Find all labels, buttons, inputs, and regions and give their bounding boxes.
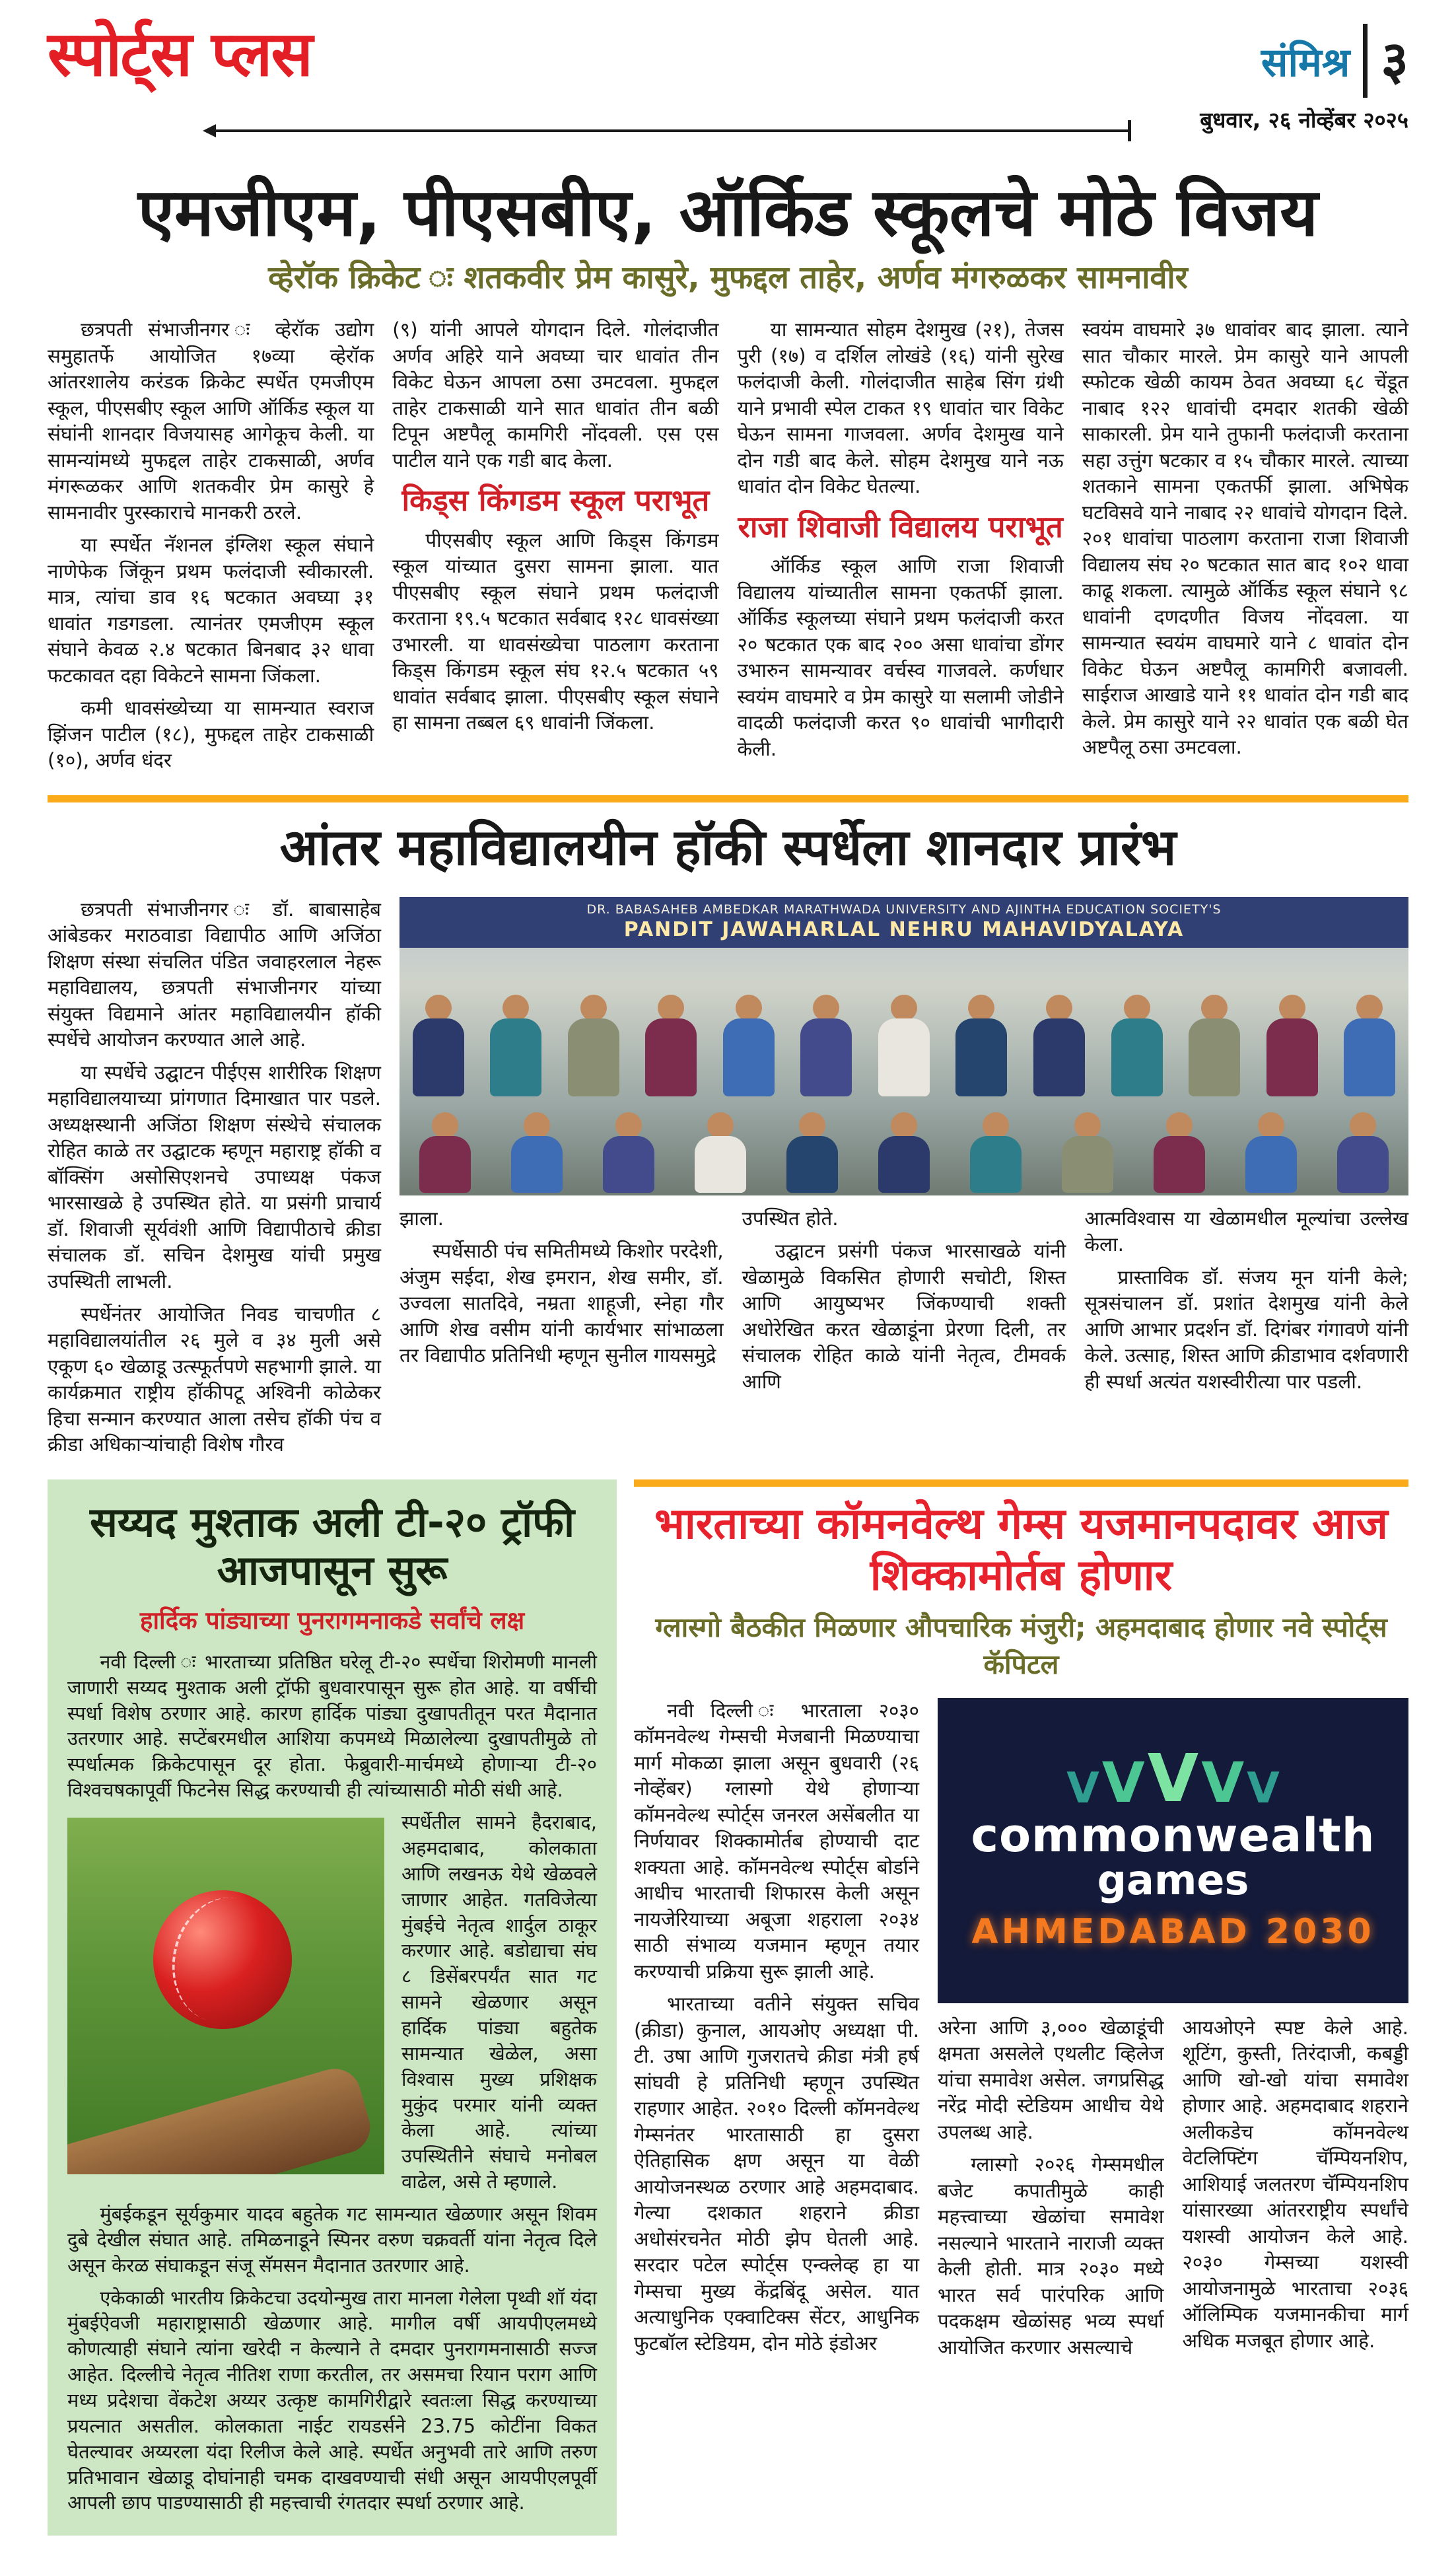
article-mushtaq-ali-box: [48, 1479, 617, 2536]
article-hockey: [48, 812, 1408, 1465]
article2-col2: [399, 1206, 724, 1402]
paragraph: मुंबईकडून सूर्यकुमार यादव बहुतेक गट सामन्यात खेळणार असून शिवम दुबे देखील संघात आहे. तमिळनाडूने स्पिनर वरुण चक्रवर्ती यांना नेतृत्व दिले असून केरळ संघाकडून संजू सॅमसन मैदानात उतरणार आहे.: [67, 2202, 597, 2277]
article1-col3: [738, 317, 1064, 781]
person-silhouette: [1189, 995, 1240, 1096]
paragraph: नवी दिल्ली ः भारताला २०३० कॉमनवेल्थ गेम्सची मेजबानी मिळण्याचा मार्ग मोकळा झाला असून बुधवारी (२६ नोव्हेंबर) ग्लास्गो येथे होणाऱ्या कॉमनवेल्थ स्पोर्ट्स जनरल असेंबलीत या निर्णयावर शिक्कामोर्तब होण्याची दाट शक्यता आहे. कॉमनवेल्थ स्पोर्ट्स बोर्डाने आधीच भारताची शिफारस केली असून नायजेरियाच्या अबूजा शहराला २०३४ साठी संभाव्य यजमान म्हणून तयार करण्याची प्रक्रिया सुरू झाली आहे.: [634, 1699, 919, 1983]
photo-banner-line2: PANDIT JAWAHARLAL NEHRU MAHAVIDYALAYA: [623, 917, 1185, 941]
commonwealth-headline: भारताच्या कॉमनवेल्थ गेम्स यजमानपदावर आज शिक्कामोर्तब होणार: [654, 1499, 1388, 1600]
paragraph: कमी धावसंख्येच्या या सामन्यात स्वराज झिंजन पाटील (१८), मुफद्दल ताहेर टाकसाळी (१०), अर्णव धंदर: [48, 697, 374, 772]
article1-col1: [48, 317, 374, 781]
person-silhouette: [1266, 995, 1318, 1096]
commonwealth-subhead: ग्लास्गो बैठकीत मिळणार औपचारिक मंजुरी; अहमदाबाद होणार नवे स्पोर्ट्स कॅपिटल: [655, 1611, 1387, 1680]
paragraph: आत्मविश्वास या खेळामधील मूल्यांचा उल्लेख केला.: [1084, 1207, 1408, 1256]
person-silhouette: [955, 995, 1007, 1096]
person-silhouette: [645, 995, 697, 1096]
date: बुधवार, २६ नोव्हेंबर २०२५: [1200, 107, 1408, 133]
person-silhouette: [511, 1112, 563, 1193]
article1-col3-subhead: राजा शिवाजी विद्यालय पराभूत: [738, 509, 1063, 544]
section-name: संमिश्र: [1261, 40, 1350, 86]
article-cricket-schools: [48, 176, 1408, 781]
person-silhouette: [413, 995, 464, 1096]
page-header: [48, 18, 1408, 162]
cricket-bat-shape: [67, 2063, 376, 2174]
cricket-ball-photo: [67, 1818, 384, 2174]
paragraph: नवी दिल्ली ः भारताच्या प्रतिष्ठित घरेलू टी-२० स्पर्धेचा शिरोमणी मानली जाणारी सय्यद मुश्ताक अली ट्रॉफी बुधवारपासून सुरू होत आहे. या वर्षीची स्पर्धा विशेष ठरणार आहे. कारण हार्दिक पांड्या दुखापतीतून परत मैदानात उतरणार आहे. सप्टेंबरमधील आशिया कपमध्ये मिळालेल्या दुखापतीमुळे तो स्पर्धात्मक क्रिकेटपासून दूर होता. फेब्रुवारी-मार्चमध्ये होणाऱ्या टी-२० विश्वचषकापूर्वी फिटनेस सिद्ध करण्याची ही त्यांच्यासाठी मोठी संधी आहे.: [67, 1650, 597, 1802]
person-silhouette: [1033, 995, 1085, 1096]
page-number: ३: [1381, 30, 1408, 91]
paragraph: ग्लास्गो २०२६ गेम्समधील बजेट कपातीमुळे काही महत्त्वाच्या खेळांचा समावेश नसल्याने भारताने नाराजी व्यक्त केली होती. मात्र २०३० मध्ये भारत सर्व पारंपरिक आणि पदकक्षम खेळांसह भव्य स्पर्धा आयोजित करणार असल्याचे: [938, 2153, 1164, 2359]
article1-subhead: व्हेरॉक क्रिकेट ः शतकवीर प्रेम कासुरे, मुफद्दल ताहेर, अर्णव मंगरुळकर सामनावीर: [268, 260, 1188, 296]
commonwealth-col3: [1183, 2015, 1409, 2368]
paragraph: ऑर्किड स्कूल आणि राजा शिवाजी विद्यालय यांच्यातील सामना एकतर्फी झाला. ऑर्किड स्कूलच्या संघाने प्रथम फलंदाजी करत २० षटकात एक बाद २०० असा धावांचा डोंगर उभारुन सामन्यावर वर्चस्व गाजवले. कर्णधार स्वयंम वाघमारे व प्रेम कासुरे या सलामी जोडीने वादळी फलंदाजी करत ९० धावांची भागीदारी केली.: [737, 555, 1064, 760]
logo-crown-icon: V V V V V: [1066, 1740, 1280, 1818]
person-silhouette: [1245, 1112, 1297, 1193]
paragraph: उद्घाटन प्रसंगी पंकज भारसाखळे यांनी खेळामुळे विकसित होणारी सचोटी, शिस्त आणि आयुष्यभर जिंकण्याची शक्ती अधोरेखित करत खेळाडूंना प्रेरणा दिली, तर संचालक रोहित काळे यांनी नेतृत्व, टीमवर्क आणि: [742, 1240, 1066, 1393]
paragraph: स्वयंम वाघमारे ३७ धावांवर बाद झाला. त्याने सात चौकार मारले. प्रेम कासुरे याने आपली स्फोटक खेळी कायम ठेवत अवघ्या ६८ चेंडूत नाबाद १२२ धावांची दमदार शतकी खेळी साकारली. प्रेम याने तुफानी फलंदाजी करताना सहा उत्तुंग षटकार व १५ चौकार मारले. त्याच्या शतकाने सामना एकतर्फी झाला. अभिषेक घटविसवे याने नाबाद २२ धावांचे योगदान दिले. २०१ धावांचा पाठलाग करताना राजा शिवाजी विद्यालय संघ २० षटकात सात बाद १०२ धावा काढू शकला. त्यामुळे ऑर्किड स्कूल संघाने ९८ धावांनी दणदणीत विजय नोंदवला. या सामन्यात स्वयंम वाघमारे याने ८ धावांत दोन विकेट घेऊन अष्टपैलू कामगिरी बजावली. साईराज आखाडे याने ११ धावांत दोन गडी बाद केले. प्रेम कासुरे याने २२ धावांत एक बळी घेत अष्टपैलू ठसा उमटवला.: [1082, 318, 1408, 759]
person-silhouette: [1111, 995, 1163, 1096]
hockey-team-photo: [399, 897, 1408, 1195]
commonwealth-col2: [938, 2015, 1164, 2368]
article2-right-area: [399, 897, 1408, 1465]
paragraph: पीएसबीए स्कूल आणि किड्स किंगडम स्कूल यांच्यात दुसरा सामना झाला. यात पीएसबीए स्कूल संघाने प्रथम फलंदाजी करताना १९.५ षटकात सर्वबाद १२८ धावसंख्या उभारली. या धावसंख्येचा पाठलाग करताना किड्स किंगडम स्कूल संघ १२.५ षटकात ५९ धावांत सर्वबाद झाला. पीएसबीए स्कूल संघाने हा सामना तब्बल ६९ धावांनी जिंकला.: [392, 528, 719, 734]
logo-commonwealth-text: commonwealth: [971, 1808, 1375, 1863]
article2-col1: [48, 897, 381, 1465]
paragraph: भारताच्या वतीने संयुक्त सचिव (क्रीडा) कुनाल, आयओए अध्यक्षा पी. टी. उषा आणि गुजरातचे क्रीडा मंत्री हर्ष सांघवी हे प्रतिनिधी म्हणून उपस्थित राहणार आहेत. २०१० दिल्ली कॉमनवेल्थ गेम्सनंतर भारतासाठी हा दुसरा ऐतिहासिक क्षण असून या वेळी आयोजनस्थळ ठरणार आहे अहमदाबाद. गेल्या दशकात शहराने क्रीडा अधोसंरचनेत मोठी झेप घेतली आहे. सरदार पटेल स्पोर्ट्स एन्क्लेव्ह हा या गेम्सचा मुख्य केंद्रबिंदू असेल. यात अत्याधुनिक एक्वाटिक्स सेंटर, आधुनिक फुटबॉल स्टेडियम, दोन मोठे इंडोअर: [634, 1993, 919, 2355]
person-silhouette: [1337, 1112, 1389, 1193]
article1-col2: [392, 317, 718, 781]
header-right-block: [1200, 24, 1408, 134]
photo-back-row: [399, 995, 1408, 1096]
logo-ahmedabad-2030-text: AHMEDABAD 2030: [971, 1912, 1375, 1952]
person-silhouette: [490, 995, 541, 1096]
commonwealth-games-logo: [938, 1698, 1408, 2003]
person-silhouette: [800, 995, 852, 1096]
person-silhouette: [1344, 995, 1395, 1096]
commonwealth-right-area: [938, 1698, 1408, 2368]
masthead-logo: स्पोर्ट्स प्लस: [48, 18, 312, 90]
photo-banner: [399, 897, 1408, 948]
paragraph: या स्पर्धेत नॅशनल इंग्लिश स्कूल संघाने नाणेफेक जिंकून प्रथम फलंदाजी स्वीकारली. मात्र, त्यांचा डाव १६ षटकात अवघ्या ३१ धावांत गडगडला. त्यानंतर एमजीएम स्कूल संघाने केवळ २.४ षटकात बिनबाद ३२ धावा फटकावत दहा विकेटने सामना जिंकला.: [48, 534, 374, 687]
paragraph: उपस्थित होते.: [742, 1207, 839, 1230]
paragraph: एकेकाळी भारतीय क्रिकेटचा उदयोन्मुख तारा मानला गेलेला पृथ्वी शॉ यंदा मुंबईऐवजी महाराष्ट्रासाठी खेळणार आहे. मागील वर्षी आयपीएलमध्ये कोणत्याही संघाने त्यांना खरेदी न केल्याने ते दमदार पुनरागमनासाठी सज्ज आहेत. दिल्लीचे नेतृत्व नीतिश राणा करतील, तर असमचा रियान पराग आणि मध्य प्रदेशचा वेंकटेश अय्यर उत्कृष्ट कामगिरीद्वारे स्वतःला सिद्ध करण्याच्या प्रयत्नात असतील. कोलकाता नाईट रायडर्सने 23.75 कोटींना विकत घेतल्यावर अय्यरला यंदा रिलीज केले आहे. स्पर्धेत अनुभवी तारे आणि तरुण प्रतिभावान खेळाडू दोघांनाही चमक दाखवण्याची संधी असून आयपीएलपूर्वी आपली छाप पाडण्यासाठी ही महत्त्वाची रंगतदार स्पर्धा ठरणार आहे.: [67, 2286, 597, 2514]
paragraph: स्पर्धेसाठी पंच समितीमध्ये किशोर परदेशी, अंजुम सईदा, शेख इमरान, शेख समीर, डॉ. उज्वला सातदिवे, नम्रता शाहूजी, स्नेहा गौर आणि शेख वसीम यांनी कार्यभार सांभाळला तर विद्यापीठ प्रतिनिधी म्हणून सुनील गायसमुद्रे: [399, 1240, 724, 1367]
paragraph: अरेना आणि ३,००० खेळाडूंची क्षमता असलेले एथलीट व्हिलेज यांचा समावेश असेल. जगप्रसिद्ध नरेंद्र मोदी स्टेडियम आधीच येथे उपलब्ध आहे.: [938, 2016, 1164, 2143]
paragraph: या स्पर्धेचे उद्घाटन पीईएस शारीरिक शिक्षण महाविद्यालयाच्या प्रांगणात दिमाखात पार पडले. अध्यक्षस्थानी अजिंठा शिक्षण संस्थेचे संचालक रोहित काळे तर उद्घाटक म्हणून महाराष्ट्र हॉकी व बॉक्सिंग असोसिएशनचे उपाध्यक्ष पंकज भारसाखळे हे उपस्थित होते. या प्रसंगी प्राचार्य डॉ. शिवाजी सूर्यवंशी आणि विद्यापीठाचे क्रीडा संचालक डॉ. सचिन देशमुख यांची प्रमुख उपस्थिती लाभली.: [48, 1061, 381, 1293]
gold-divider: [48, 795, 1408, 802]
paragraph: प्रास्ताविक डॉ. संजय मून यांनी केले; सूत्रसंचालन डॉ. प्रशांत देशमुख यांनी केले आणि आभार प्रदर्शन डॉ. दिगंबर गंगावणे यांनी केले. उत्साह, शिस्त आणि क्रीडाभाव दर्शवणारी ही स्पर्धा अत्यंत यशस्वीरीत्या पार पडली.: [1084, 1265, 1408, 1393]
person-silhouette: [419, 1112, 471, 1193]
person-silhouette: [786, 1112, 838, 1193]
paragraph: छत्रपती संभाजीनगर ः व्हेरॉक उद्योग समुहातर्फे आयोजित १७व्या व्हेरॉक आंतरशालेय करंडक क्रिकेट स्पर्धेत एमजीएम स्कूल, पीएसबीए स्कूल आणि ऑर्किड स्कूल या संघांनी शानदार विजयासह आगेकूच केली. या सामन्यांमध्ये मुफद्दल ताहेर टाकसाळी, अर्णव मंगरूळकर आणि शतकवीर प्रेम कासुरे हे सामनावीर पुरस्काराचे मानकरी ठरले.: [48, 318, 374, 524]
cricket-ball-shape: [153, 1890, 292, 2029]
person-silhouette: [695, 1112, 746, 1193]
article2-col3: [742, 1206, 1066, 1402]
paragraph: झाला.: [399, 1207, 444, 1230]
person-silhouette: [723, 995, 775, 1096]
greenbox-headline: सय्यद मुश्ताक अली टी-२० ट्रॉफी आजपासून सुरू: [89, 1497, 575, 1594]
commonwealth-col1: [634, 1698, 919, 2368]
article2-col4: [1084, 1206, 1408, 1402]
article1-columns: [48, 317, 1408, 781]
header-divider-line: [216, 129, 1128, 132]
article1-col4: [1082, 317, 1408, 781]
person-silhouette: [970, 1112, 1022, 1193]
person-silhouette: [1154, 1112, 1205, 1193]
person-silhouette: [568, 995, 619, 1096]
header-vertical-bar: [1363, 24, 1368, 98]
photo-banner-line1: DR. BABASAHEB AMBEDKAR MARATHWADA UNIVERSITY AND AJINTHA EDUCATION SOCIETY'S: [586, 902, 1222, 917]
person-silhouette: [603, 1112, 654, 1193]
paragraph: (९) यांनी आपले योगदान दिले. गोलंदाजीत अर्णव अहिरे याने अवघ्या चार धावांत तीन विकेट घेऊन आपला ठसा उमटवला. मुफद्दल ताहेर टाकसाळी याने सात धावांत तीन बळी टिपून अष्टपैलू कामगिरी नोंदवली. एस एस पाटील याने एक गडी बाद केला.: [392, 318, 719, 472]
article1-col2-subhead: किड्स किंगडम स्कूल पराभूत: [401, 483, 710, 518]
paragraph: स्पर्धेनंतर आयोजित निवड चाचणीत ८ महाविद्यालयांतील २६ मुले व ३४ मुली असे एकूण ६० खेळाडू उत्स्फूर्तपणे सहभागी झाले. या कार्यक्रमात राष्ट्रीय हॉकीपटू अश्विनी कोळेकर हिचा सन्मान करण्यात आला तसेच हॉकी पंच व क्रीडा अधिकाऱ्यांचाही विशेष गौरव: [48, 1302, 381, 1456]
paragraph: छत्रपती संभाजीनगर ः डॉ. बाबासाहेब आंबेडकर मराठवाडा विद्यापीठ आणि अजिंठा शिक्षण संस्था संचलित पंडित जवाहरलाल नेहरू महाविद्यालय, छत्रपती संभाजीनगर यांच्या संयुक्त विद्यमाने आंतर महाविद्यालयीन हॉकी स्पर्धेचे आयोजन करण्यात आले आहे.: [48, 898, 381, 1051]
paragraph: स्पर्धेतील सामने हैदराबाद, अहमदाबाद, कोलकाता आणि लखनऊ येथे खेळवले जाणार आहेत. गतविजेत्या मुंबईचे नेतृत्व शार्दुल ठाकूर करणार आहे. बडोद्याचा संघ ८ डिसेंबरपर्यंत सात गट सामने खेळणार असून हार्दिक पांड्या बहुतेक सामन्यात खेळेल, असा विश्वास मुख्य प्रशिक्षक मुकुंद परमार यांनी व्यक्त केला आहे. त्यांच्या उपस्थितीने संघाचे मनोबल वाढेल, असे ते म्हणाले.: [401, 1811, 597, 2193]
person-silhouette: [1062, 1112, 1113, 1193]
photo-front-row: [399, 1112, 1408, 1193]
article2-headline: आंतर महाविद्यालयीन हॉकी स्पर्धेला शानदार प्रारंभ: [279, 817, 1177, 876]
paragraph: या सामन्यात सोहम देशमुख (२१), तेजस पुरी (१७) व दर्शिल लोखंडे (१६) यांनी सुरेख फलंदाजी केली. गोलंदाजीत साहेब सिंग ग्रंथी याने प्रभावी स्पेल टाकत १९ धावांत चार विकेट घेऊन सामना गाजवला. अर्णव देशमुख याने दोन गडी बाद केले. सोहम देशमुख याने नऊ धावांत दोन विकेट घेतल्या.: [737, 318, 1064, 498]
article-commonwealth: [634, 1479, 1408, 2536]
logo-games-text: games: [1097, 1856, 1249, 1905]
paragraph: आयओएने स्पष्ट केले आहे. शूटिंग, कुस्ती, तिरंदाजी, कबड्डी आणि खो-खो यांचा समावेश होणार आहे. अहमदाबाद शहराने अलीकडेच कॉमनवेल्थ वेटलिफ्टिंग चॅम्पियनशिप, आशियाई जलतरण चॅम्पियनशिप यांसारख्या आंतरराष्ट्रीय स्पर्धांचे यशस्वी आयोजन केले आहे. २०३० गेम्सच्या यशस्वी आयोजनामुळे भारताचा २०३६ ऑलिम्पिक यजमानकीचा मार्ग अधिक मजबूत होणार आहे.: [1182, 2016, 1408, 2352]
person-silhouette: [878, 995, 930, 1096]
person-silhouette: [878, 1112, 930, 1193]
greenbox-subhead: हार्दिक पांड्याच्या पुनरागमनाकडे सर्वांचे लक्ष: [139, 1606, 525, 1635]
article1-headline: एमजीएम, पीएसबीए, ऑर्किड स्कूलचे मोठे विजय: [137, 174, 1319, 251]
